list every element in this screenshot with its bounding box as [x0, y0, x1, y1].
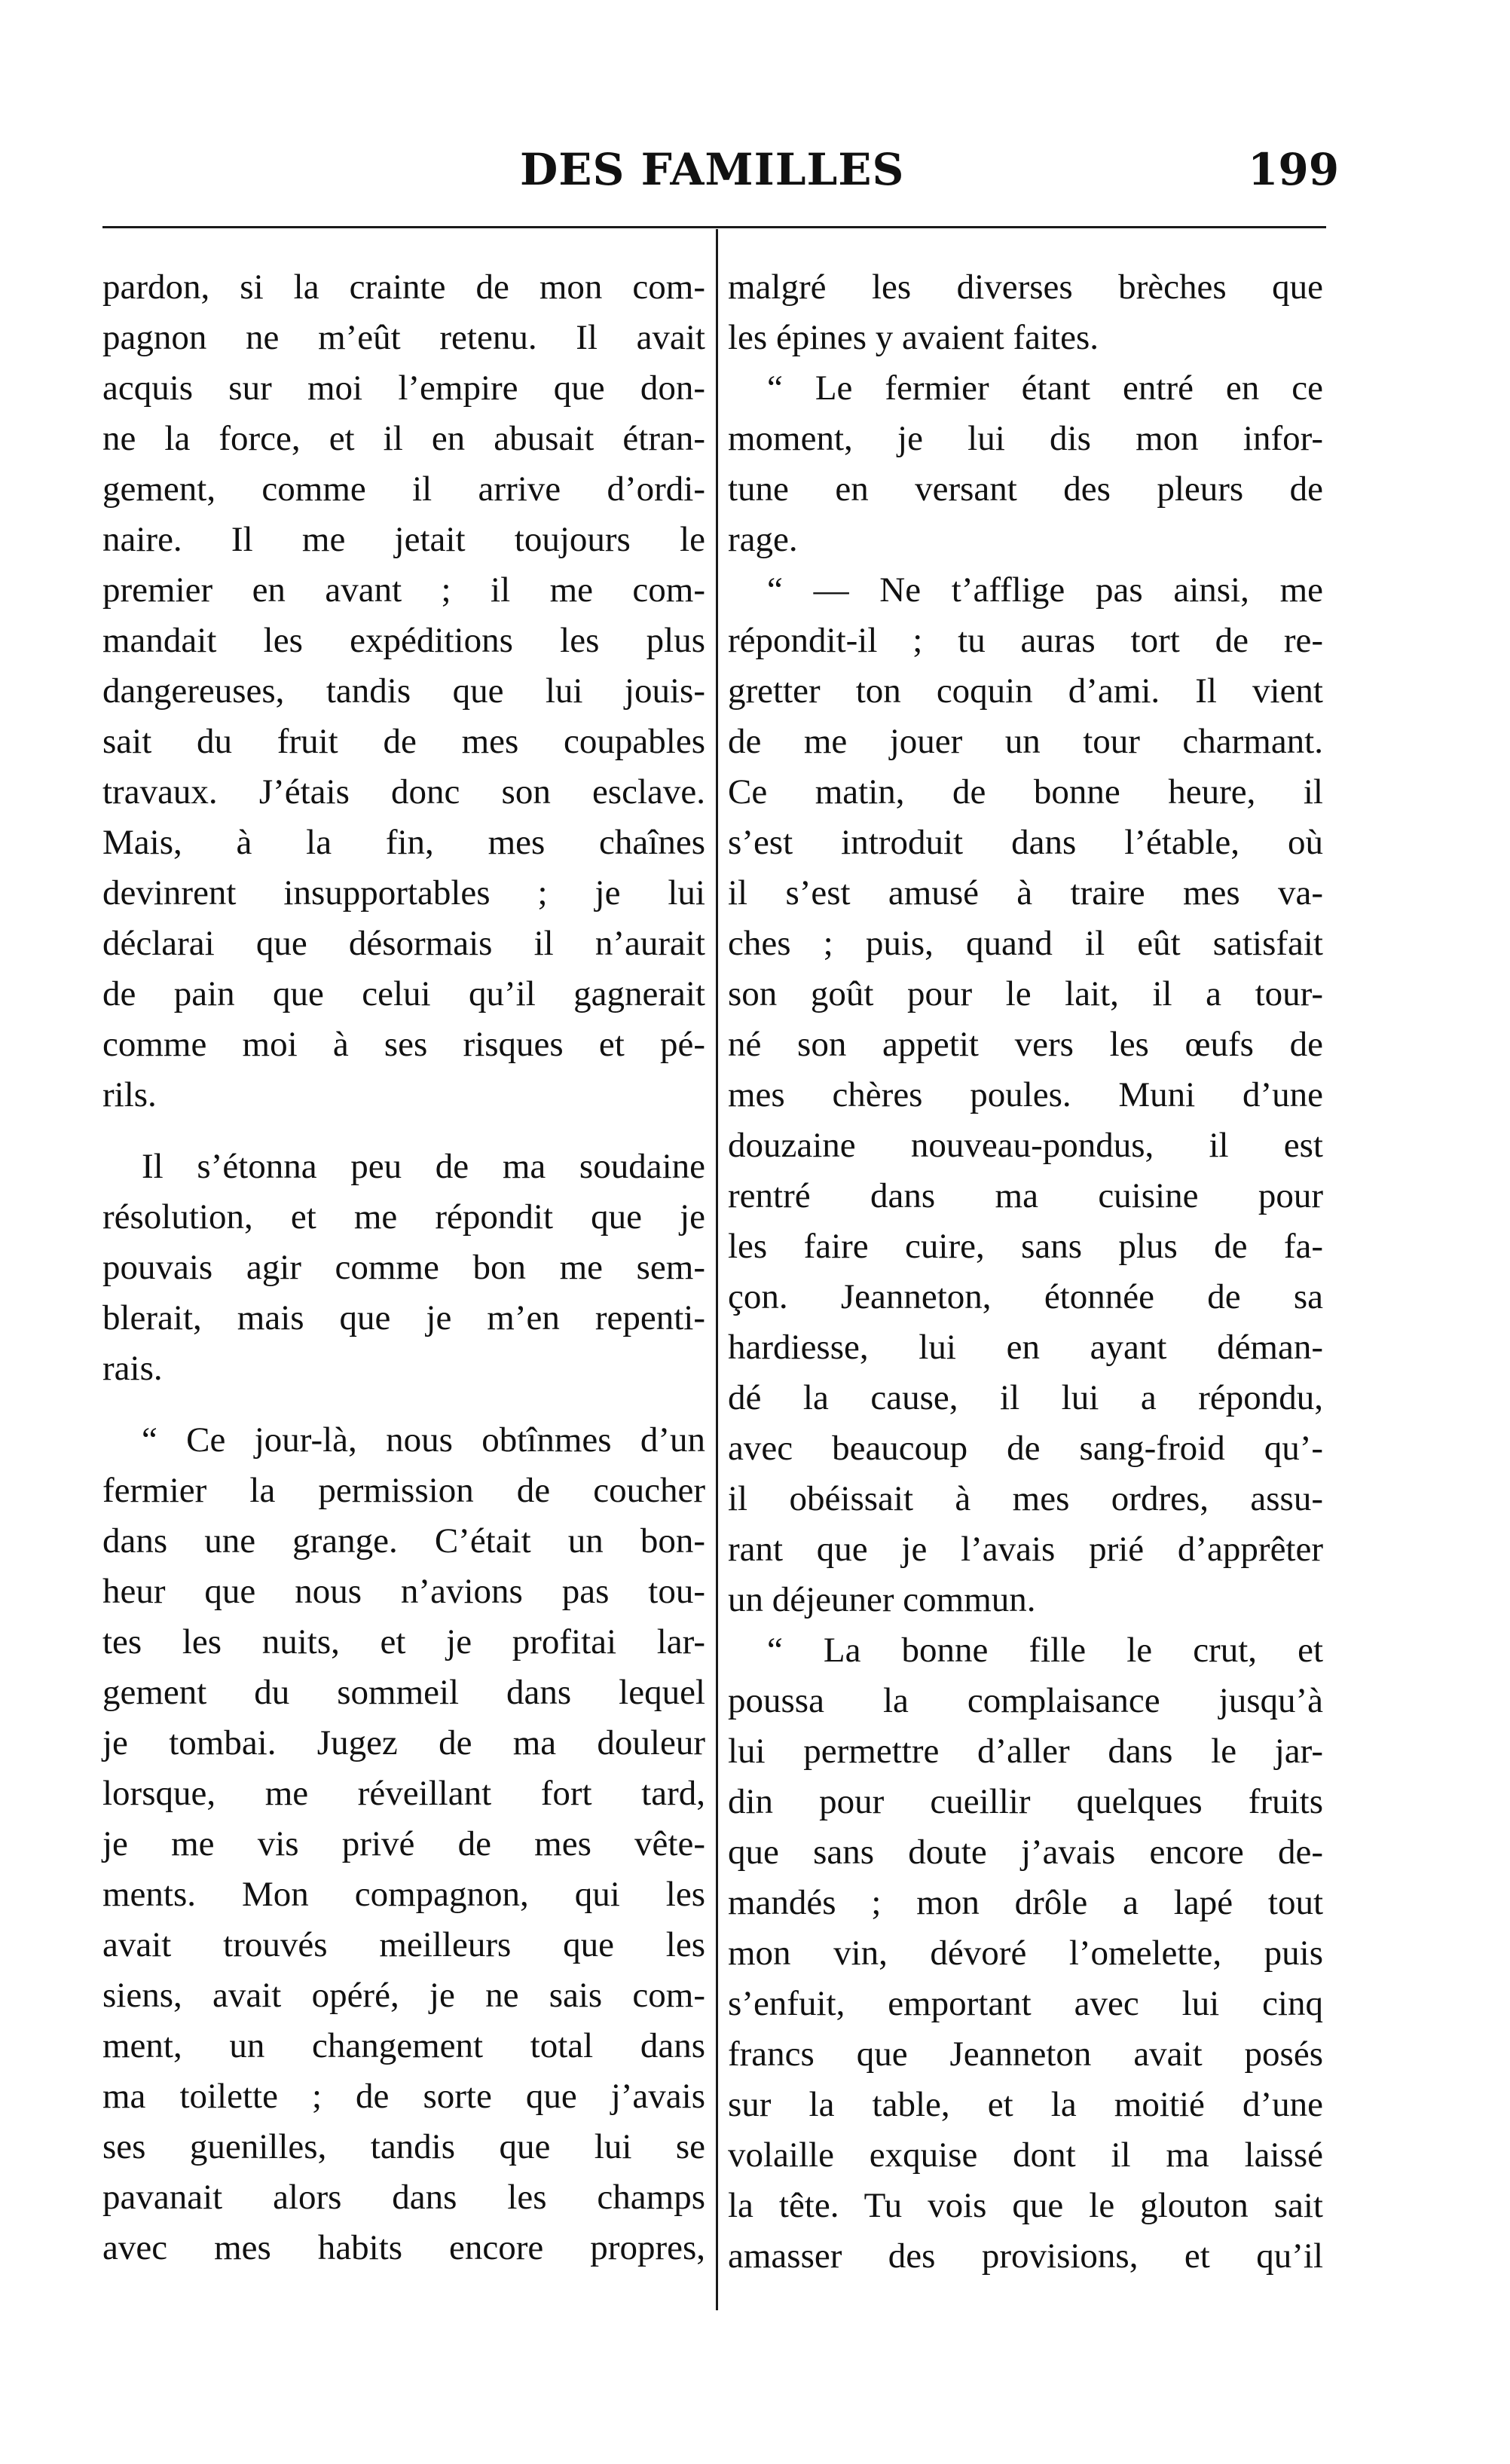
text-line: il obéissait à mes ordres, assu- [728, 1479, 1323, 1518]
text-line: Ce matin, de bonne heure, il [728, 772, 1323, 812]
text-line: siens, avait opéré, je ne sais com- [102, 1976, 705, 2015]
text-line: lorsque, me réveillant fort tard, [102, 1774, 705, 1813]
text-line: gement, comme il arrive d’ordi- [102, 469, 705, 509]
text-line: avec beaucoup de sang-froid qu’- [728, 1429, 1323, 1468]
text-line: poussa la complaisance jusqu’à [728, 1681, 1323, 1720]
text-line: hardiesse, lui en ayant déman- [728, 1328, 1323, 1367]
text-line: travaux. J’étais donc son esclave. [102, 772, 705, 812]
text-line: je me vis privé de mes vête- [102, 1824, 705, 1863]
text-line: amasser des provisions, et qu’il [728, 2236, 1323, 2276]
text-line: douzaine nouveau-pondus, il est [728, 1126, 1323, 1165]
text-line: né son appetit vers les œufs de [728, 1025, 1323, 1064]
text-line: comme moi à ses risques et pé- [102, 1025, 705, 1064]
text-line: acquis sur moi l’empire que don- [102, 368, 705, 408]
text-line: la tête. Tu vois que le glouton sait [728, 2186, 1323, 2225]
page-number: 199 [1248, 144, 1340, 195]
text-line: déclarai que désormais il n’aurait [102, 924, 705, 963]
text-line: sur la table, et la moitié d’une [728, 2085, 1323, 2124]
text-line: mes chères poules. Muni d’une [728, 1075, 1323, 1114]
text-line: rage. [728, 520, 798, 559]
text-line: mon vin, dévoré l’omelette, puis [728, 1934, 1323, 1973]
text-line: malgré les diverses brèches que [728, 267, 1323, 307]
text-line: blerait, mais que je m’en repenti- [102, 1298, 705, 1337]
text-line: Il s’étonna peu de ma soudaine [142, 1147, 705, 1186]
text-line: “ La bonne fille le crut, et [767, 1631, 1323, 1670]
text-line: gretter ton coquin d’ami. Il vient [728, 671, 1323, 711]
text-line: rant que je l’avais prié d’apprêter [728, 1530, 1323, 1569]
text-line: ne la force, et il en abusait étran- [102, 419, 705, 458]
right-column [728, 262, 1323, 2282]
paragraph-left-1 [102, 262, 705, 1120]
text-line: dans une grange. C’était un bon- [102, 1521, 705, 1561]
text-line: pouvais agir comme bon me sem- [102, 1248, 705, 1287]
text-line: ment, un changement total dans [102, 2026, 705, 2065]
paragraph-gap [102, 1394, 705, 1415]
text-line: pagnon ne m’eût retenu. Il avait [102, 318, 705, 357]
text-line: fermier la permission de coucher [102, 1471, 705, 1510]
text-line: avec mes habits encore propres, [102, 2228, 705, 2267]
running-title: DES FAMILLES [520, 144, 905, 195]
paragraph-right-1 [728, 262, 1323, 363]
text-line: ses guenilles, tandis que lui se [102, 2127, 705, 2166]
text-line: je tombai. Jugez de ma douleur [102, 1723, 705, 1762]
text-line: “ — Ne t’afflige pas ainsi, me [767, 570, 1323, 610]
text-line: premier en avant ; il me com- [102, 570, 705, 610]
text-line: dangereuses, tandis que lui jouis- [102, 671, 705, 711]
text-line: pardon, si la crainte de mon com- [102, 267, 705, 307]
text-line: tes les nuits, et je profitai lar- [102, 1622, 705, 1662]
text-line: rentré dans ma cuisine pour [728, 1176, 1323, 1215]
text-line: naire. Il me jetait toujours le [102, 520, 705, 559]
text-line: de me jouer un tour charmant. [728, 722, 1323, 761]
text-line: s’est introduit dans l’étable, où [728, 823, 1323, 862]
text-line: rais. [102, 1349, 163, 1388]
paragraph-right-4 [728, 1625, 1323, 2282]
header-rule [102, 226, 1326, 228]
paragraph-left-2 [102, 1142, 705, 1394]
text-line: que sans doute j’avais encore de- [728, 1833, 1323, 1872]
text-line: moment, je lui dis mon infor- [728, 419, 1323, 458]
text-line: ments. Mon compagnon, qui les [102, 1875, 705, 1914]
text-line: répondit-il ; tu auras tort de re- [728, 621, 1323, 660]
text-line: Mais, à la fin, mes chaînes [102, 823, 705, 862]
text-line: un déjeuner commun. [728, 1580, 1036, 1619]
text-line: sait du fruit de mes coupables [102, 722, 705, 761]
text-line: francs que Jeanneton avait posés [728, 2034, 1323, 2074]
text-line: ma toilette ; de sorte que j’avais [102, 2077, 705, 2116]
text-line: “ Ce jour-là, nous obtînmes d’un [142, 1420, 705, 1460]
text-line: “ Le fermier étant entré en ce [767, 368, 1323, 408]
text-line: din pour cueillir quelques fruits [728, 1782, 1323, 1821]
text-line: devinrent insupportables ; je lui [102, 873, 705, 913]
paragraph-right-3 [728, 565, 1323, 1625]
text-line: résolution, et me répondit que je [102, 1197, 705, 1237]
text-line: mandés ; mon drôle a lapé tout [728, 1883, 1323, 1922]
text-line: dé la cause, il lui a répondu, [728, 1378, 1323, 1417]
text-line: avait trouvés meilleurs que les [102, 1925, 705, 1964]
text-line: s’enfuit, emportant avec lui cinq [728, 1984, 1323, 2023]
text-line: lui permettre d’aller dans le jar- [728, 1732, 1323, 1771]
text-line: rils. [102, 1075, 157, 1114]
text-line: heur que nous n’avions pas tou- [102, 1572, 705, 1611]
paragraph-right-2 [728, 363, 1323, 565]
paragraph-gap [102, 1120, 705, 1142]
text-line: ches ; puis, quand il eût satisfait [728, 924, 1323, 963]
text-line: de pain que celui qu’il gagnerait [102, 974, 705, 1013]
text-line: pavanait alors dans les champs [102, 2178, 705, 2217]
text-line: les faire cuire, sans plus de fa- [728, 1227, 1323, 1266]
text-line: volaille exquise dont il ma laissé [728, 2135, 1323, 2175]
text-line: çon. Jeanneton, étonnée de sa [728, 1277, 1323, 1316]
text-line: il s’est amusé à traire mes va- [728, 873, 1323, 913]
left-column [102, 262, 705, 2273]
paragraph-left-3 [102, 1415, 705, 2273]
text-line: son goût pour le lait, il a tour- [728, 974, 1323, 1013]
text-line: mandait les expéditions les plus [102, 621, 705, 660]
text-line: tune en versant des pleurs de [728, 469, 1323, 509]
text-line: les épines y avaient faites. [728, 318, 1099, 357]
text-line: gement du sommeil dans lequel [102, 1673, 705, 1712]
column-divider [716, 229, 718, 2310]
